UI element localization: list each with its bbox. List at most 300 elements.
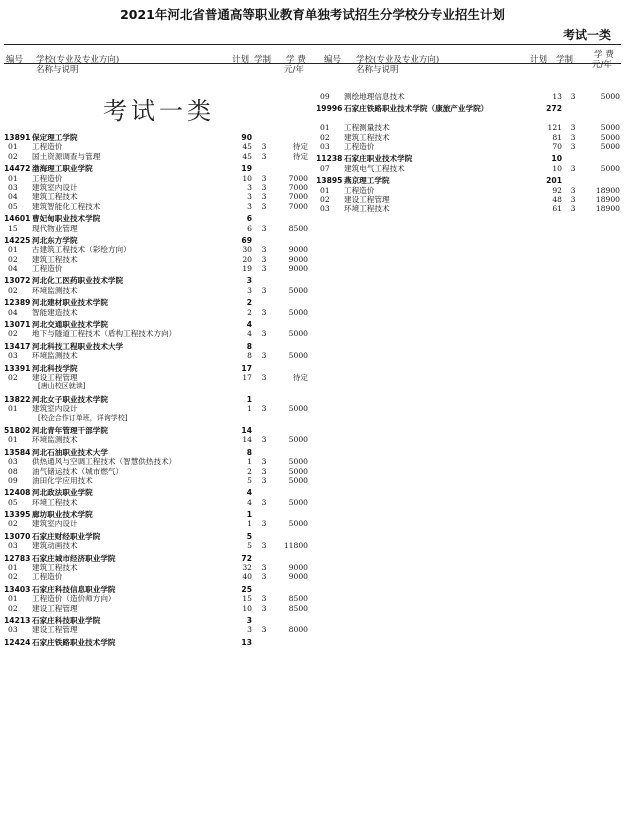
plan-count: 3 <box>247 201 252 211</box>
school-code: 12424 <box>4 637 31 647</box>
plan-count: 121 <box>547 123 562 133</box>
major-name: 古建筑工程技术（彩绘方向） <box>32 245 131 255</box>
plan-count: 13 <box>552 92 562 101</box>
plan-count: 4 <box>246 320 252 330</box>
major-code: 01 <box>8 594 18 604</box>
major-name: 环境监测技术 <box>32 351 78 361</box>
fee-value: 5000 <box>288 329 308 339</box>
plan-count: 81 <box>552 132 562 142</box>
school-code: 13891 <box>4 133 31 142</box>
major-code: 03 <box>8 182 18 192</box>
school-row <box>4 585 314 594</box>
major-row <box>316 92 621 101</box>
fee-value: 待定 <box>292 142 308 152</box>
major-code: 05 <box>8 201 18 211</box>
fee-value: 5000 <box>600 163 620 173</box>
header-plan: 计划 <box>530 55 548 65</box>
major-code: 02 <box>8 285 18 295</box>
school-name: 石家庄城市经济职业学院 <box>32 553 116 563</box>
header-school-desc: 名称与说明 <box>356 65 399 75</box>
major-code: 03 <box>8 457 18 467</box>
plan-count: 1 <box>247 404 252 414</box>
fee-value: 5000 <box>288 307 308 317</box>
years-value: 3 <box>261 594 267 604</box>
school-row <box>4 426 314 435</box>
major-row <box>4 541 314 550</box>
major-row <box>4 435 314 444</box>
fee-value: 8500 <box>288 594 308 604</box>
header-years: 学制 <box>556 55 574 65</box>
right-header <box>316 48 621 92</box>
school-name: 渤海理工职业学院 <box>32 164 93 174</box>
major-row <box>4 351 314 360</box>
major-code: 01 <box>320 185 330 195</box>
plan-count: 61 <box>552 204 562 214</box>
years-value: 3 <box>570 132 576 142</box>
fee-value: 5000 <box>288 351 308 361</box>
plan-count: 8 <box>247 351 252 361</box>
plan-count: 1 <box>247 519 252 529</box>
row-note: [唐山校区就读] <box>38 382 86 391</box>
years-value: 3 <box>261 475 267 485</box>
plan-count: 40 <box>242 572 252 582</box>
fee-value: 5000 <box>288 435 308 445</box>
school-row <box>316 176 621 185</box>
fee-value: 9000 <box>288 572 308 582</box>
fee-value: 5000 <box>288 466 308 476</box>
fee-value: 5000 <box>600 132 620 142</box>
header-fee: 学 费 <box>286 55 306 65</box>
years-value: 3 <box>261 307 267 317</box>
major-row <box>4 202 314 211</box>
major-code: 02 <box>8 572 18 582</box>
major-row <box>4 264 314 273</box>
major-row <box>316 204 621 213</box>
years-value: 3 <box>261 223 267 233</box>
fee-value: 8500 <box>288 603 308 613</box>
plan-count: 15 <box>242 594 252 604</box>
fee-value: 5000 <box>600 123 620 133</box>
major-row <box>4 142 314 151</box>
major-row <box>316 123 621 132</box>
major-code: 03 <box>8 351 18 361</box>
plan-count: 45 <box>242 142 252 152</box>
right-column <box>316 48 621 214</box>
major-name: 建筑工程技术 <box>32 192 78 202</box>
years-value: 3 <box>261 603 267 613</box>
plan-count: 1 <box>246 510 252 520</box>
plan-count: 3 <box>247 182 252 192</box>
major-name: 供热通风与空调工程技术（智慧供热技术） <box>32 457 177 467</box>
plan-count: 10 <box>242 603 252 613</box>
years-value: 3 <box>261 372 267 382</box>
school-code: 13391 <box>4 363 31 373</box>
major-name: 建设工程管理 <box>344 194 390 204</box>
plan-count: 14 <box>241 425 252 435</box>
major-row <box>316 186 621 195</box>
major-code: 01 <box>8 245 18 255</box>
years-value: 3 <box>570 163 576 173</box>
years-value: 3 <box>570 194 576 204</box>
years-value: 3 <box>570 185 576 195</box>
major-name: 现代物业管理 <box>32 223 78 233</box>
school-code: 13070 <box>4 531 31 541</box>
plan-count: 72 <box>241 553 252 563</box>
fee-value: 7000 <box>288 201 308 211</box>
plan-count: 6 <box>247 223 252 233</box>
major-name: 国土资源调查与管理 <box>32 151 101 161</box>
plan-count: 17 <box>241 363 252 373</box>
major-name: 建筑室内设计 <box>32 404 78 414</box>
header-rule <box>4 63 621 64</box>
major-code: 03 <box>8 541 18 551</box>
plan-count: 2 <box>246 298 252 308</box>
major-name: 工程测量技术 <box>344 123 390 133</box>
school-row <box>316 154 621 163</box>
school-code: 13395 <box>4 510 31 520</box>
major-name: 测绘地理信息技术 <box>344 92 405 101</box>
fee-value: 18900 <box>595 204 620 214</box>
plan-count: 3 <box>246 276 252 286</box>
major-name: 环境监测技术 <box>32 285 78 295</box>
major-name: 建筑电气工程技术 <box>344 163 405 173</box>
school-name: 河北东方学院 <box>32 235 78 245</box>
years-value: 3 <box>261 192 267 202</box>
fee-value: 9000 <box>288 254 308 264</box>
school-name: 河北化工医药职业技术学院 <box>32 276 124 286</box>
major-row <box>4 563 314 572</box>
years-value: 3 <box>261 182 267 192</box>
plan-count: 201 <box>546 176 562 186</box>
fee-value: 7000 <box>288 192 308 202</box>
major-code: 08 <box>8 466 18 476</box>
years-value: 3 <box>570 123 576 133</box>
major-row <box>4 519 314 528</box>
school-code: 14213 <box>4 615 31 625</box>
major-row <box>4 476 314 485</box>
major-name: 建设工程管理 <box>32 603 78 613</box>
major-name: 环境监测技术 <box>32 435 78 445</box>
years-value: 3 <box>261 201 267 211</box>
school-name: 河北青年管理干部学院 <box>32 425 108 435</box>
school-row <box>316 104 621 123</box>
plan-count: 90 <box>241 133 252 142</box>
major-code: 01 <box>8 142 18 152</box>
major-code: 04 <box>8 307 18 317</box>
major-code: 04 <box>8 264 18 274</box>
years-value: 3 <box>570 141 576 151</box>
fee-value: 5000 <box>600 92 620 101</box>
major-code: 02 <box>8 603 18 613</box>
fee-value: 待定 <box>292 372 308 382</box>
school-name: 河北政法职业学院 <box>32 488 93 498</box>
plan-count: 30 <box>242 245 252 255</box>
school-code: 13895 <box>316 176 343 186</box>
school-row <box>4 616 314 625</box>
major-name: 建设工程管理 <box>32 372 78 382</box>
major-row <box>4 308 314 317</box>
school-name: 石家庄科技信息职业学院 <box>32 584 116 594</box>
years-value: 3 <box>261 519 267 529</box>
major-row <box>4 604 314 613</box>
school-code: 13071 <box>4 320 31 330</box>
school-code: 11238 <box>316 154 343 164</box>
plan-count: 3 <box>247 192 252 202</box>
years-value: 3 <box>261 541 267 551</box>
school-name: 河北交通职业技术学院 <box>32 320 108 330</box>
major-row <box>4 192 314 201</box>
school-name: 河北石油职业技术大学 <box>32 447 108 457</box>
school-name: 石家庄财经职业学院 <box>32 531 101 541</box>
school-code: 14601 <box>4 214 31 224</box>
plan-count: 10 <box>242 173 252 183</box>
major-name: 环境工程技术 <box>344 204 390 214</box>
school-name: 河北建材职业技术学院 <box>32 298 108 308</box>
major-name: 智能建造技术 <box>32 307 78 317</box>
school-code: 13822 <box>4 394 31 404</box>
school-row <box>4 276 314 285</box>
header-years: 学制 <box>254 55 272 65</box>
note-row <box>4 414 314 423</box>
years-value: 3 <box>261 466 267 476</box>
major-code: 02 <box>320 194 330 204</box>
major-row <box>4 152 314 161</box>
years-value: 3 <box>261 254 267 264</box>
major-row <box>4 245 314 254</box>
school-row <box>4 395 314 404</box>
school-code: 12783 <box>4 553 31 563</box>
major-name: 工程造价 <box>32 142 63 152</box>
major-name: 工程造价 <box>344 185 375 195</box>
fee-value: 18900 <box>595 185 620 195</box>
school-row <box>4 448 314 457</box>
school-name: 石家庄铁路职业技术学院 <box>32 637 116 647</box>
years-value: 3 <box>261 435 267 445</box>
major-code: 15 <box>8 223 18 233</box>
major-row <box>4 255 314 264</box>
major-row <box>4 224 314 233</box>
years-value: 3 <box>261 457 267 467</box>
major-name: 建筑工程技术 <box>32 254 78 264</box>
major-code: 02 <box>8 254 18 264</box>
fee-value: 7000 <box>288 173 308 183</box>
major-code: 01 <box>8 173 18 183</box>
major-name: 建筑工程技术 <box>32 563 78 573</box>
years-value: 3 <box>261 329 267 339</box>
school-name: 河北女子职业技术学院 <box>32 394 108 404</box>
school-row <box>4 488 314 497</box>
plan-count: 13 <box>241 637 252 647</box>
major-code: 03 <box>320 141 330 151</box>
school-code: 19996 <box>316 104 343 114</box>
major-name: 建筑工程技术 <box>344 132 390 142</box>
years-value: 3 <box>261 351 267 361</box>
fee-value: 18900 <box>595 194 620 204</box>
years-value: 3 <box>261 285 267 295</box>
fee-value: 9000 <box>288 563 308 573</box>
plan-count: 3 <box>247 625 252 635</box>
school-row <box>4 342 314 351</box>
fee-value: 5000 <box>288 404 308 414</box>
plan-count: 32 <box>242 563 252 573</box>
header-fee-unit: 元/年 <box>592 60 612 70</box>
fee-value: 8500 <box>288 223 308 233</box>
school-code: 14472 <box>4 164 31 174</box>
header-school: 学校(专业及专业方向) <box>356 55 440 65</box>
major-row <box>4 467 314 476</box>
plan-count: 8 <box>246 447 252 457</box>
school-code: 13403 <box>4 584 31 594</box>
major-name: 建筑动画技术 <box>32 541 78 551</box>
fee-value: 7000 <box>288 182 308 192</box>
header-plan: 计划 <box>232 55 250 65</box>
school-name: 河北科技学院 <box>32 363 78 373</box>
major-row <box>316 195 621 204</box>
years-value: 3 <box>261 572 267 582</box>
plan-count: 25 <box>241 584 252 594</box>
school-code: 13072 <box>4 276 31 286</box>
major-code: 09 <box>320 92 330 101</box>
fee-value: 5000 <box>288 519 308 529</box>
plan-count: 48 <box>552 194 562 204</box>
major-name: 工程造价 <box>32 264 63 274</box>
header-school: 学校(专业及专业方向) <box>36 55 120 65</box>
plan-count: 1 <box>247 457 252 467</box>
major-name: 工程造价（造价师方向） <box>32 594 116 604</box>
major-code: 02 <box>8 519 18 529</box>
major-code: 01 <box>8 435 18 445</box>
header-school-desc: 名称与说明 <box>36 65 79 75</box>
left-rows <box>4 133 314 647</box>
school-code: 13584 <box>4 447 31 457</box>
fee-value: 5000 <box>288 285 308 295</box>
fee-value: 9000 <box>288 264 308 274</box>
school-row <box>4 236 314 245</box>
school-row <box>4 554 314 563</box>
major-row <box>4 498 314 507</box>
top-rule <box>4 44 621 45</box>
fee-value: 11800 <box>283 541 308 551</box>
major-name: 工程造价 <box>32 173 63 183</box>
big-category-heading: 考试一类 <box>103 97 215 125</box>
plan-count: 10 <box>552 163 562 173</box>
major-row <box>4 404 314 413</box>
major-row <box>4 373 314 382</box>
major-name: 油气储运技术（城市燃气） <box>32 466 124 476</box>
major-code: 01 <box>320 123 330 133</box>
years-value: 3 <box>261 151 267 161</box>
plan-count: 2 <box>247 307 252 317</box>
major-row <box>316 142 621 151</box>
school-name: 廊坊职业技术学院 <box>32 510 93 520</box>
category-label: 考试一类 <box>562 28 611 42</box>
major-row <box>4 594 314 603</box>
major-code: 03 <box>320 204 330 214</box>
plan-count: 19 <box>242 264 252 274</box>
row-note: [校企合作订单班，详询学校] <box>38 413 128 422</box>
plan-count: 4 <box>247 497 252 507</box>
plan-count: 19 <box>241 164 252 174</box>
plan-count: 4 <box>246 488 252 498</box>
years-value: 3 <box>261 625 267 635</box>
major-name: 工程造价 <box>32 572 63 582</box>
years-value: 3 <box>261 404 267 414</box>
major-name: 环境工程技术 <box>32 497 78 507</box>
major-code: 03 <box>8 625 18 635</box>
major-code: 07 <box>320 163 330 173</box>
header-code: 编号 <box>6 55 24 65</box>
plan-count: 10 <box>551 154 562 164</box>
years-value: 3 <box>261 142 267 152</box>
fee-value: 9000 <box>288 245 308 255</box>
major-code: 02 <box>8 151 18 161</box>
plan-count: 3 <box>247 285 252 295</box>
major-code: 02 <box>320 132 330 142</box>
major-code: 05 <box>8 497 18 507</box>
major-row <box>4 174 314 183</box>
plan-count: 6 <box>246 214 252 224</box>
major-row <box>316 133 621 142</box>
years-value: 3 <box>570 92 576 101</box>
school-code: 12408 <box>4 488 31 498</box>
years-value: 3 <box>261 497 267 507</box>
plan-count: 1 <box>246 394 252 404</box>
plan-count: 4 <box>247 329 252 339</box>
school-row <box>4 164 314 173</box>
school-name: 石家庄职业技术学院 <box>344 154 413 164</box>
plan-count: 69 <box>241 235 252 245</box>
plan-count: 20 <box>242 254 252 264</box>
school-name: 石家庄铁路职业技术学院（康旅产业学院） <box>344 104 489 114</box>
school-name: 燕京理工学院 <box>344 176 390 186</box>
major-code: 04 <box>8 192 18 202</box>
plan-count: 5 <box>247 541 252 551</box>
plan-count: 14 <box>242 435 252 445</box>
major-name: 建筑室内设计 <box>32 182 78 192</box>
major-name: 建筑智能化工程技术 <box>32 201 101 211</box>
years-value: 3 <box>570 204 576 214</box>
school-name: 保定理工学院 <box>32 133 78 142</box>
plan-count: 5 <box>246 531 252 541</box>
major-code: 01 <box>8 404 18 414</box>
major-row <box>4 457 314 466</box>
fee-value: 5000 <box>288 475 308 485</box>
plan-count: 17 <box>242 372 252 382</box>
major-row <box>4 329 314 338</box>
left-header <box>4 48 314 92</box>
years-value: 3 <box>261 563 267 573</box>
fee-value: 待定 <box>292 151 308 161</box>
page-title: 2021年河北省普通高等职业教育单独考试招生分学校分专业招生计划 <box>120 7 505 22</box>
plan-count: 92 <box>552 185 562 195</box>
major-row <box>4 572 314 581</box>
school-row <box>4 133 314 142</box>
plan-count: 70 <box>552 141 562 151</box>
major-row <box>4 625 314 634</box>
school-code: 13417 <box>4 341 31 351</box>
school-name: 曹妃甸职业技术学院 <box>32 214 101 224</box>
header-code: 编号 <box>324 55 342 65</box>
plan-count: 5 <box>247 475 252 485</box>
school-row <box>4 214 314 223</box>
major-code: 09 <box>8 475 18 485</box>
years-value: 3 <box>261 173 267 183</box>
note-row <box>4 382 314 391</box>
header-fee: 学 费 <box>594 50 614 60</box>
major-name: 建设工程管理 <box>32 625 78 635</box>
plan-count: 45 <box>242 151 252 161</box>
fee-value: 5000 <box>600 141 620 151</box>
